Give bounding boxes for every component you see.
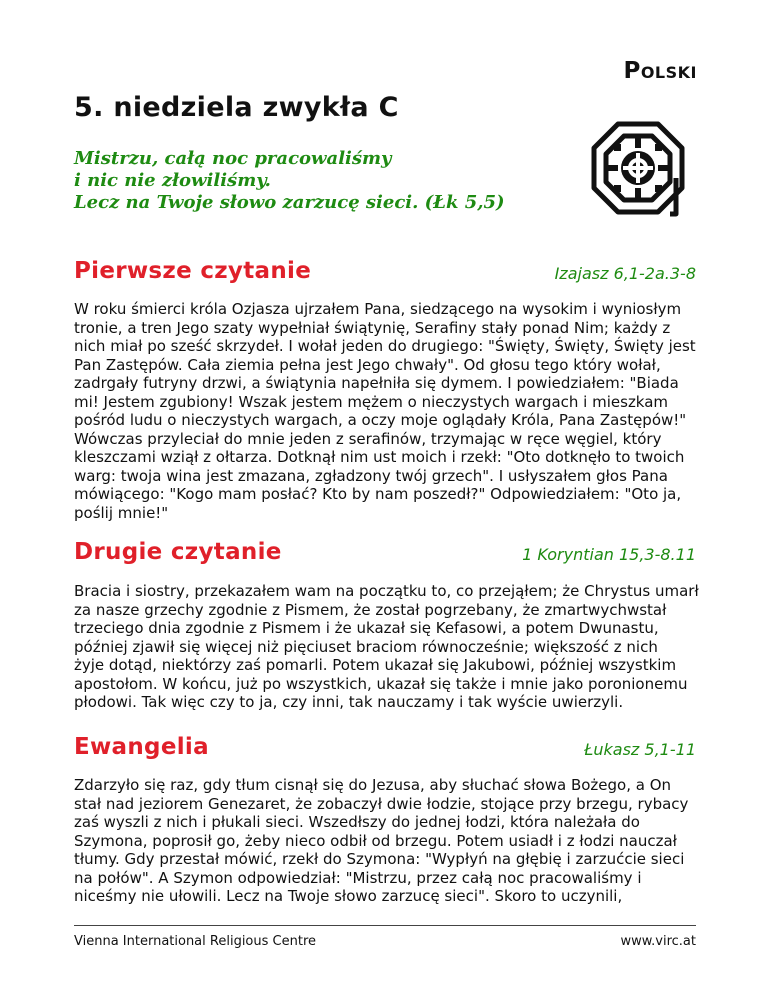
text-line: kleszczami wziął z ołtarza. Dotknął nim ust moich i rzekł: "Oto dotknęło to twoich [74, 448, 685, 466]
page-title: 5. niedziela zwykła C [74, 92, 399, 123]
motto-quote [74, 148, 544, 214]
text-line: Bracia i siostry, przekazałem wam na początku to, co przejąłem; że Chrystus umarł [74, 582, 699, 600]
first-reading-title: Pierwsze czytanie [74, 258, 312, 284]
virc-logo-icon [588, 118, 688, 218]
text-line: za nasze grzechy zgodnie z Pismem, że został pogrzebany, że zmartwychwstał [74, 600, 667, 619]
footer-divider [74, 925, 696, 926]
text-line: żyje dotąd, niektórzy zaś pomarli. Potem ukazał się Jakubowi, później wszystkim [74, 656, 677, 674]
motto-line: Lecz na Twoje słowo zarzucę sieci. (Łk 5,5) [74, 192, 505, 213]
text-line: poślij mnie!" [74, 503, 169, 522]
second-reading-header [74, 539, 696, 569]
text-line: trzeciego dnia zgodnie z Pismem i że ukazał się Kefasowi, a potem Dwunastu, [74, 619, 659, 637]
text-line: W roku śmierci króla Ozjasza ujrzałem Pana, siedzącego na wysokim i wyniosłym [74, 300, 682, 318]
text-line: pośród ludu o nieczystych wargach, a oczy moje oglądały Króla, Pana Zastępów!" [74, 411, 687, 429]
text-line: warg: twoja wina jest zmazana, zgładzony twój grzech". I usłyszałem głos Pana [74, 466, 668, 485]
text-line: zaś wyszli z nich i płukali sieci. Wszedłszy do jednej łodzi, która należała do [74, 813, 640, 831]
motto-line: Mistrzu, całą noc pracowaliśmy [74, 148, 392, 169]
text-line: Szymona, poprosił go, żeby nieco odbił od brzegu. Potem usiadł i z łodzi nauczał [74, 831, 677, 850]
text-line: Zdarzyło się raz, gdy tłum cisnął się do Jezusa, aby słuchać słowa Bożego, a On [74, 776, 672, 794]
gospel-text [74, 776, 704, 906]
second-reading-text [74, 582, 704, 712]
footer-website: www.virc.at [620, 934, 696, 949]
text-line: Wówczas przyleciał do mnie jeden z serafinów, trzymając w ręce węgiel, który [74, 429, 662, 448]
text-line: na połów". A Szymon odpowiedział: "Mistrzu, przez całą noc pracowaliśmy i [74, 868, 642, 887]
gospel-title: Ewangelia [74, 734, 209, 760]
text-line: tronie, a tren Jego szaty wypełniał świątynię, Serafiny stały ponad Nim; każdy z [74, 318, 671, 337]
text-line: nich miał po sześć skrzydeł. I wołał jeden do drugiego: "Święty, Święty, Święty jest [74, 337, 696, 355]
text-line: Pan Zastępów. Cała ziemia pełna jest Jego chwały". Od głosu tego który wołał, [74, 355, 661, 374]
language-label: Polski [623, 58, 697, 84]
text-line: płodowi. Tak więc czy to ja, czy inni, tak nauczamy i tak wyście uwierzyli. [74, 693, 624, 711]
gospel-header [74, 734, 696, 764]
text-line: mówiącego: "Kogo mam posłać? Kto by nam poszedł?" Odpowiedziałem: "Oto ja, [74, 485, 682, 503]
text-line: apostołom. W końcu, już po wszystkich, ukazał się także i mnie jako poronionemu [74, 674, 688, 693]
first-reading-header [74, 258, 696, 288]
second-reading-reference: 1 Koryntian 15,3-8.11 [522, 545, 696, 564]
text-line: zadrgały futryny drzwi, a świątynia napełniła się dymem. I powiedziałem: "Biada [74, 374, 679, 392]
footer-organization: Vienna International Religious Centre [74, 934, 316, 949]
first-reading-reference: Izajasz 6,1-2a.3-8 [554, 264, 696, 283]
text-line: później zjawił się więcej niż pięciuset braciom równocześnie; większość z nich [74, 637, 658, 656]
text-line: tłumy. Gdy przestał mówić, rzekł do Szymona: "Wypłyń na głębię i zarzućcie sieci [74, 850, 685, 868]
text-line: niceśmy nie ułowili. Lecz na Twoje słowo zarzucę sieci". Skoro to uczynili, [74, 887, 623, 905]
text-line: mi! Jestem zgubiony! Wszak jestem mężem o nieczystych wargach i mieszkam [74, 392, 669, 411]
second-reading-title: Drugie czytanie [74, 539, 282, 565]
gospel-reference: Łukasz 5,1-11 [584, 740, 696, 759]
text-line: stał nad jeziorem Genezaret, że zobaczył dwie łodzie, stojące przy brzegu, rybacy [74, 794, 689, 813]
motto-line: i nic nie złowiliśmy. [74, 170, 271, 191]
first-reading-text [74, 300, 704, 522]
